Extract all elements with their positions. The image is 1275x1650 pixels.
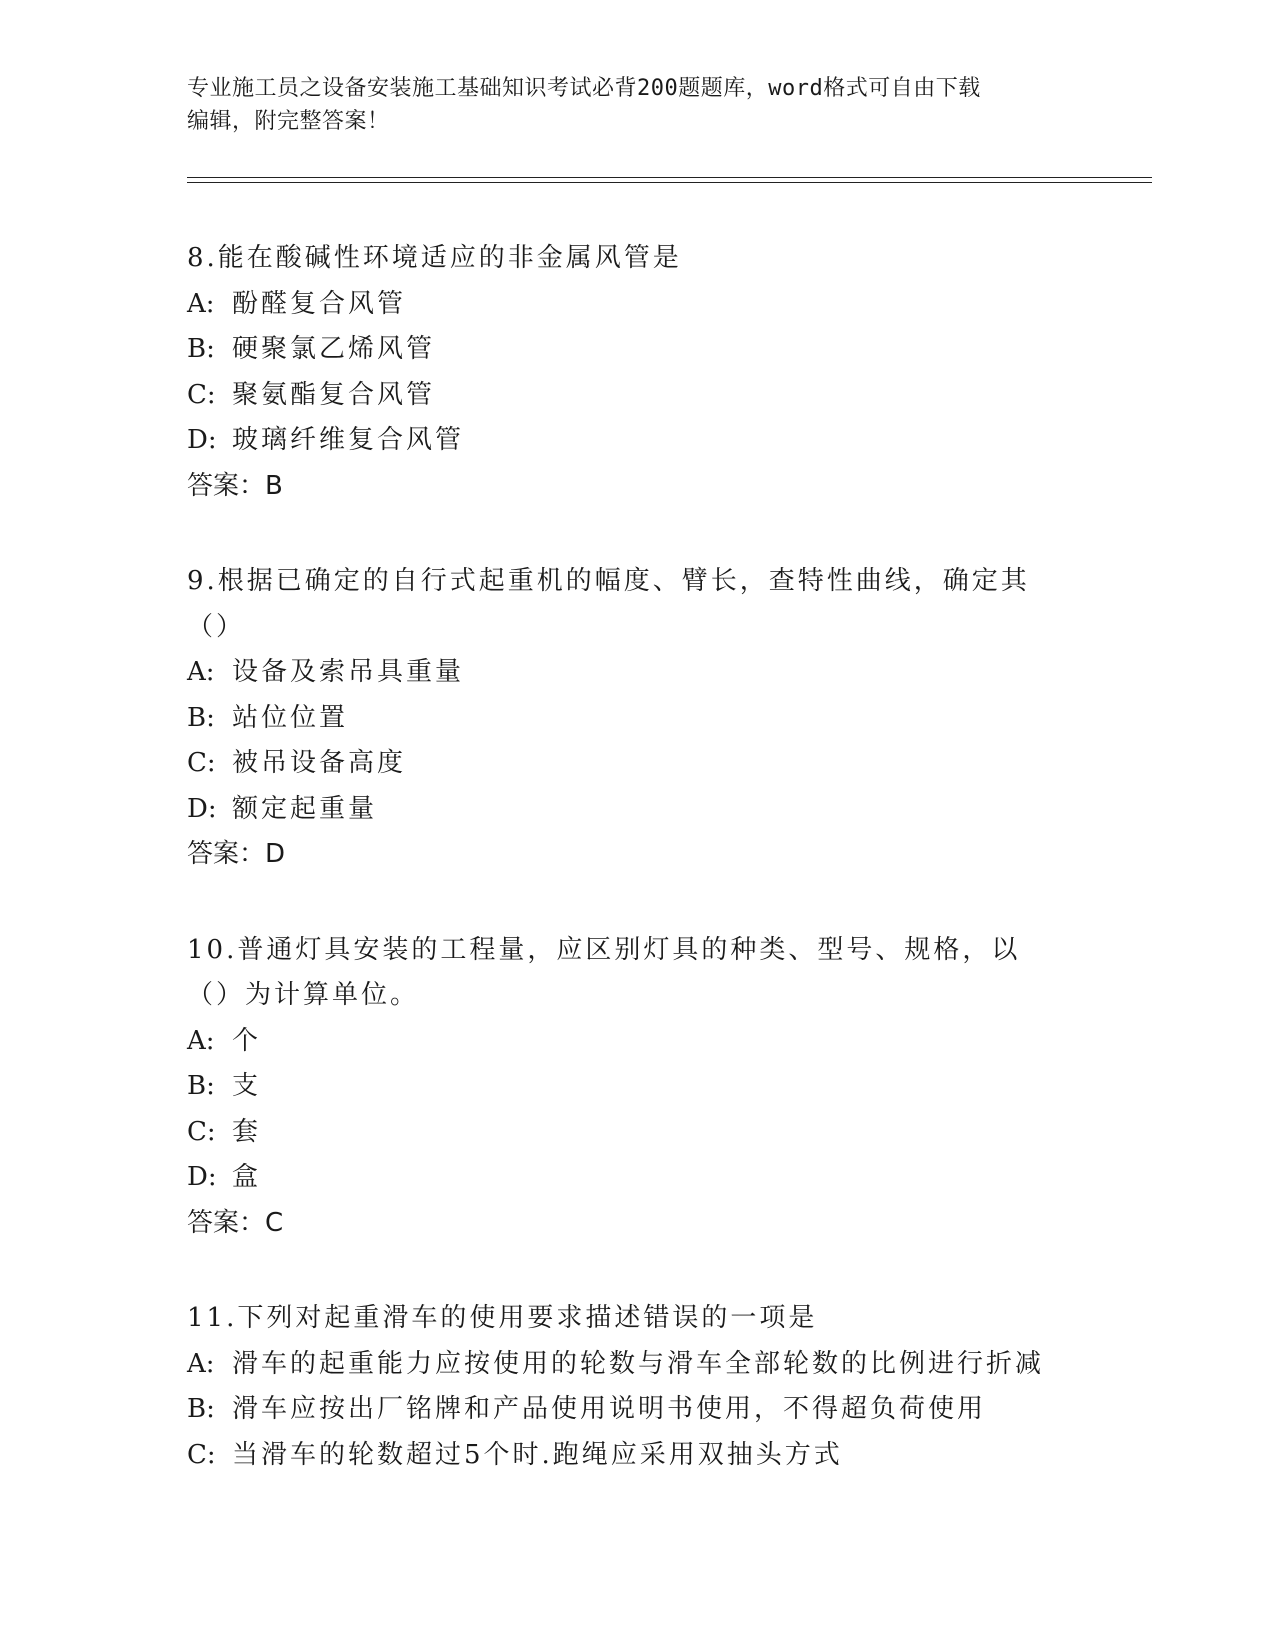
header-divider-bottom bbox=[187, 182, 1152, 183]
option-d bbox=[187, 787, 1087, 833]
question-stem: 11.下列对起重滑车的使用要求描述错误的一项是 bbox=[187, 1303, 818, 1333]
option-letter: B: bbox=[187, 702, 215, 733]
question-10 bbox=[187, 928, 1087, 1247]
header-title-line-1: 专业施工员之设备安装施工基础知识考试必背200题题库，word格式可自由下载 bbox=[187, 76, 981, 101]
option-text: 滑车应按出厂铭牌和产品使用说明书使用，不得超负荷使用 bbox=[232, 1394, 987, 1424]
question-stem: 8.能在酸碱性环境适应的非金属风管是 bbox=[187, 243, 682, 273]
option-letter: B: bbox=[187, 1394, 215, 1424]
option-text: 当滑车的轮数超过5个时.跑绳应采用双抽头方式 bbox=[232, 1439, 843, 1470]
option-letter: C: bbox=[187, 1439, 216, 1470]
option-text: 聚氨酯复合风管 bbox=[232, 379, 436, 410]
option-letter: A: bbox=[187, 657, 215, 687]
option-text: 设备及索吊具重量 bbox=[232, 657, 465, 687]
option-letter: B: bbox=[187, 1071, 215, 1101]
option-text: 被吊设备高度 bbox=[232, 748, 407, 778]
header-divider-top bbox=[187, 177, 1152, 178]
option-letter: C: bbox=[187, 1116, 216, 1147]
question-11 bbox=[187, 1296, 1087, 1478]
option-a bbox=[187, 1019, 1087, 1065]
option-text: 盒 bbox=[232, 1162, 262, 1192]
option-a bbox=[187, 1342, 1087, 1388]
option-a bbox=[187, 282, 1087, 328]
option-letter: D: bbox=[187, 1162, 217, 1192]
option-letter: D: bbox=[187, 793, 217, 824]
option-b bbox=[187, 1387, 1087, 1433]
option-b bbox=[187, 1064, 1087, 1110]
option-letter: A: bbox=[187, 1348, 215, 1379]
option-text: 额定起重量 bbox=[232, 793, 378, 824]
option-text: 支 bbox=[232, 1071, 262, 1101]
option-letter: D: bbox=[187, 425, 217, 455]
option-text: 滑车的起重能力应按使用的轮数与滑车全部轮数的比例进行折减 bbox=[232, 1348, 1045, 1379]
option-text: 套 bbox=[232, 1116, 262, 1147]
document-header bbox=[187, 72, 1067, 138]
answer-line: 答案：D bbox=[187, 839, 286, 869]
option-b bbox=[187, 696, 1087, 742]
option-letter: A: bbox=[187, 1025, 215, 1056]
option-letter: C: bbox=[187, 748, 216, 778]
option-letter: C: bbox=[187, 379, 216, 410]
option-c bbox=[187, 1433, 1087, 1479]
option-c bbox=[187, 741, 1087, 787]
option-d bbox=[187, 418, 1087, 464]
option-b bbox=[187, 327, 1087, 373]
option-c bbox=[187, 373, 1087, 419]
question-8 bbox=[187, 236, 1087, 509]
option-letter: B: bbox=[187, 334, 215, 364]
answer-line: 答案：B bbox=[187, 470, 283, 501]
question-9 bbox=[187, 559, 1087, 878]
option-c bbox=[187, 1110, 1087, 1156]
header-title-line-2: 编辑，附完整答案！ bbox=[187, 109, 390, 134]
question-stem: 10.普通灯具安装的工程量，应区别灯具的种类、型号、规格，以（）为计算单位。 bbox=[187, 934, 1021, 1010]
question-stem: 9.根据已确定的自行式起重机的幅度、臂长，查特性曲线，确定其（） bbox=[187, 566, 1030, 642]
option-a bbox=[187, 650, 1087, 696]
option-text: 硬聚氯乙烯风管 bbox=[232, 334, 436, 364]
question-list bbox=[187, 236, 1087, 1528]
option-text: 站位位置 bbox=[232, 702, 349, 733]
option-text: 个 bbox=[232, 1025, 262, 1056]
option-letter: A: bbox=[187, 288, 215, 319]
option-text: 酚醛复合风管 bbox=[232, 288, 407, 319]
answer-line: 答案：C bbox=[187, 1207, 284, 1238]
option-d bbox=[187, 1155, 1087, 1201]
option-text: 玻璃纤维复合风管 bbox=[232, 425, 465, 455]
